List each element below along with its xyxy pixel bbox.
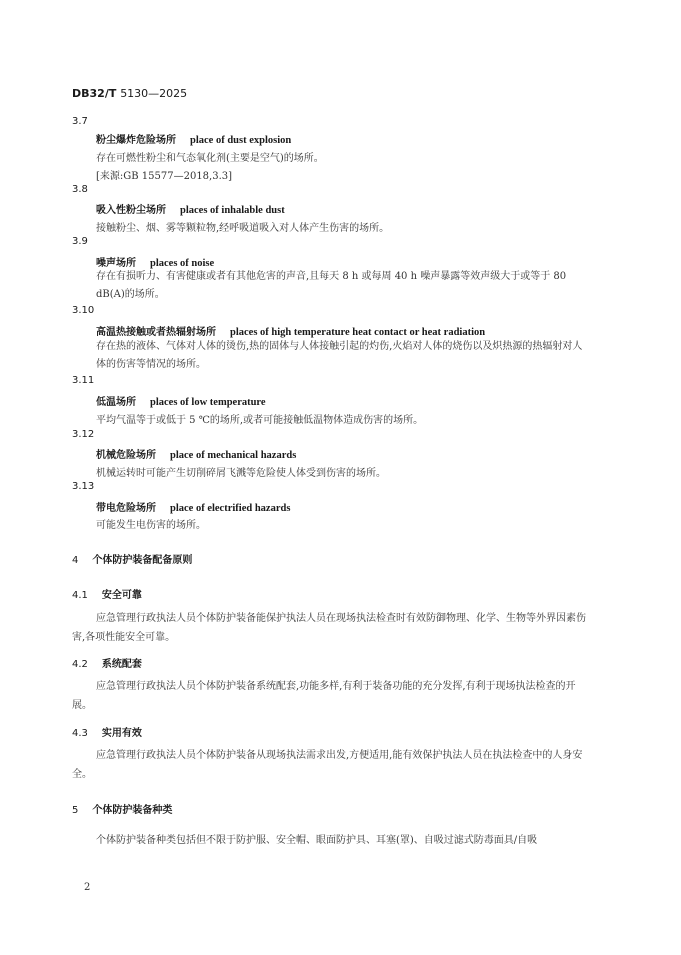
- subsection-number: 4.2: [72, 659, 88, 670]
- term-number: 3.9: [72, 236, 88, 247]
- term-title: [96, 131, 291, 146]
- subsection-heading: [72, 655, 142, 670]
- term-title-zh: 粉尘爆炸危险场所: [96, 135, 176, 146]
- section-title: 个体防护装备配备原则: [92, 555, 193, 566]
- page-number: 2: [84, 882, 91, 893]
- term-title-zh: 低温场所: [96, 397, 136, 408]
- subsection-number: 4.1: [72, 590, 88, 601]
- term-title-en: place of dust explosion: [190, 135, 292, 146]
- section-number: 5: [72, 805, 79, 816]
- term-title: [96, 499, 290, 514]
- term-title-en: places of inhalable dust: [180, 205, 285, 216]
- term-definition: 机械运转时可能产生切削碎屑飞溅等危险使人体受到伤害的场所。: [96, 468, 386, 479]
- term-title-en: places of low temperature: [150, 397, 266, 408]
- term-definition: 存在有损听力、有害健康或者有其他危害的声音,且每天 8 h 或每周 40 h 噪声暴露等效声级大于或等于 80 dB(A)的场所。: [96, 271, 567, 300]
- term-title: [96, 201, 285, 216]
- term-source: [来源:GB 15577—2018,3.3]: [96, 171, 233, 182]
- term-title-en: places of noise: [150, 258, 215, 269]
- term-number: 3.7: [72, 116, 88, 127]
- standard-code: 5130—2025: [120, 87, 188, 100]
- term-number: 3.13: [72, 481, 95, 492]
- term-number: 3.11: [72, 375, 95, 386]
- term-definition: 平均气温等于或低于 5 ℃的场所,或者可能接触低温物体造成伤害的场所。: [96, 415, 424, 426]
- paragraph: 应急管理行政执法人员个体防护装备从现场执法需求出发,方便适用,能有效保护执法人员在执法检查中的人身安全。: [72, 750, 583, 780]
- subsection-heading: [72, 586, 142, 601]
- term-definition: 存在可燃性粉尘和气态氧化剂(主要是空气)的场所。: [96, 153, 324, 164]
- term-title: [96, 446, 296, 461]
- term-definition: 存在热的液体、气体对人体的烫伤,热的固体与人体接触引起的灼伤,火焰对人体的烧伤以及炽热源的热辐射对人体的伤害等情况的场所。: [96, 341, 583, 370]
- paragraph: 应急管理行政执法人员个体防护装备能保护执法人员在现场执法检查时有效防御物理、化学、生物等外界因素伤害,各项性能安全可靠。: [72, 613, 586, 643]
- term-title: [96, 393, 266, 408]
- subsection-heading: [72, 724, 142, 739]
- term-number: 3.12: [72, 429, 95, 440]
- subsection-number: 4.3: [72, 728, 88, 739]
- paragraph: 应急管理行政执法人员个体防护装备系统配套,功能多样,有利于装备功能的充分发挥,有利于现场执法检查的开展。: [72, 681, 576, 711]
- term-title-en: place of electrified hazards: [170, 503, 291, 514]
- term-title-zh: 噪声场所: [96, 258, 136, 269]
- subsection-title: 安全可靠: [101, 590, 142, 601]
- term-number: 3.10: [72, 305, 95, 316]
- subsection-title: 系统配套: [101, 659, 142, 670]
- section-heading: [72, 551, 192, 566]
- term-title-en: place of mechanical hazards: [170, 450, 297, 461]
- subsection-title: 实用有效: [101, 728, 142, 739]
- section-number: 4: [72, 555, 79, 566]
- section-heading: [72, 801, 172, 816]
- term-title-zh: 带电危险场所: [96, 503, 156, 514]
- section-title: 个体防护装备种类: [92, 805, 173, 816]
- term-title-zh: 高温热接触或者热辐射场所: [96, 327, 216, 338]
- term-title-en: places of high temperature heat contact or heat radiation: [230, 327, 486, 338]
- paragraph: 个体防护装备种类包括但不限于防护服、安全帽、眼面防护具、耳塞(罩)、自吸过滤式防毒面具/自吸: [96, 835, 538, 846]
- term-title: [96, 323, 485, 338]
- term-title-zh: 吸入性粉尘场所: [96, 205, 166, 216]
- term-title-zh: 机械危险场所: [96, 450, 156, 461]
- document-header: [72, 87, 187, 100]
- standard-prefix: DB32/T: [72, 87, 117, 100]
- term-number: 3.8: [72, 184, 88, 195]
- term-title: [96, 254, 214, 269]
- term-definition: 可能发生电伤害的场所。: [96, 520, 206, 531]
- term-definition: 接触粉尘、烟、雾等颗粒物,经呼吸道吸入对人体产生伤害的场所。: [96, 223, 390, 234]
